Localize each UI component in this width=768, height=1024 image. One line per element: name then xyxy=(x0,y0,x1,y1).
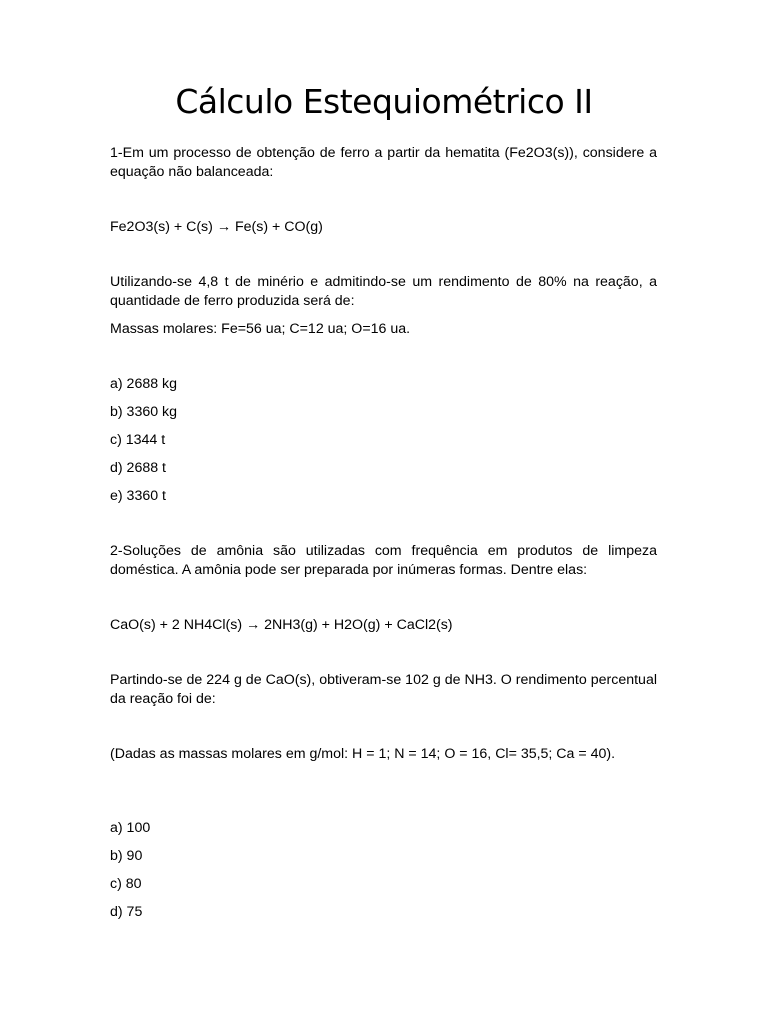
q2-question: Partindo-se de 224 g de CaO(s), obtiveram-se 102 g de NH3. O rendimento percentual da reação foi de: xyxy=(110,672,657,707)
q1-molar-masses: Massas molares: Fe=56 ua; C=12 ua; O=16 ua. xyxy=(110,321,411,337)
q1-question: Utilizando-se 4,8 t de minério e admitindo-se um rendimento de 80% na reação, a quantidade de ferro produzida será de: xyxy=(110,274,657,309)
q2-option-d: d) 75 xyxy=(110,904,143,920)
q2-option-a: a) 100 xyxy=(110,820,151,836)
q1-statement: 1-Em um processo de obtenção de ferro a partir da hematita (Fe2O3(s)), considere a equação não balanceada: xyxy=(110,145,657,180)
q2-equation: CaO(s) + 2 NH4Cl(s) → 2NH3(g) + H2O(g) + CaCl2(s) xyxy=(110,617,453,633)
q2-option-c: c) 80 xyxy=(110,876,142,892)
page-title: Cálculo Estequiométrico II xyxy=(175,82,593,121)
q1-equation: Fe2O3(s) + C(s) → Fe(s) + CO(g) xyxy=(110,219,323,235)
q1-option-c: c) 1344 t xyxy=(110,432,166,448)
q2-option-b: b) 90 xyxy=(110,848,143,864)
q1-option-a: a) 2688 kg xyxy=(110,376,178,392)
q1-option-b: b) 3360 kg xyxy=(110,404,178,420)
q2-molar-masses: (Dadas as massas molares em g/mol: H = 1; N = 14; O = 16, Cl= 35,5; Ca = 40). xyxy=(110,746,616,762)
q1-option-e: e) 3360 t xyxy=(110,488,167,504)
q1-option-d: d) 2688 t xyxy=(110,460,167,476)
q2-statement: 2-Soluções de amônia são utilizadas com frequência em produtos de limpeza doméstica. A amônia pode ser preparada por inúmeras formas. Dentre elas: xyxy=(110,543,657,578)
